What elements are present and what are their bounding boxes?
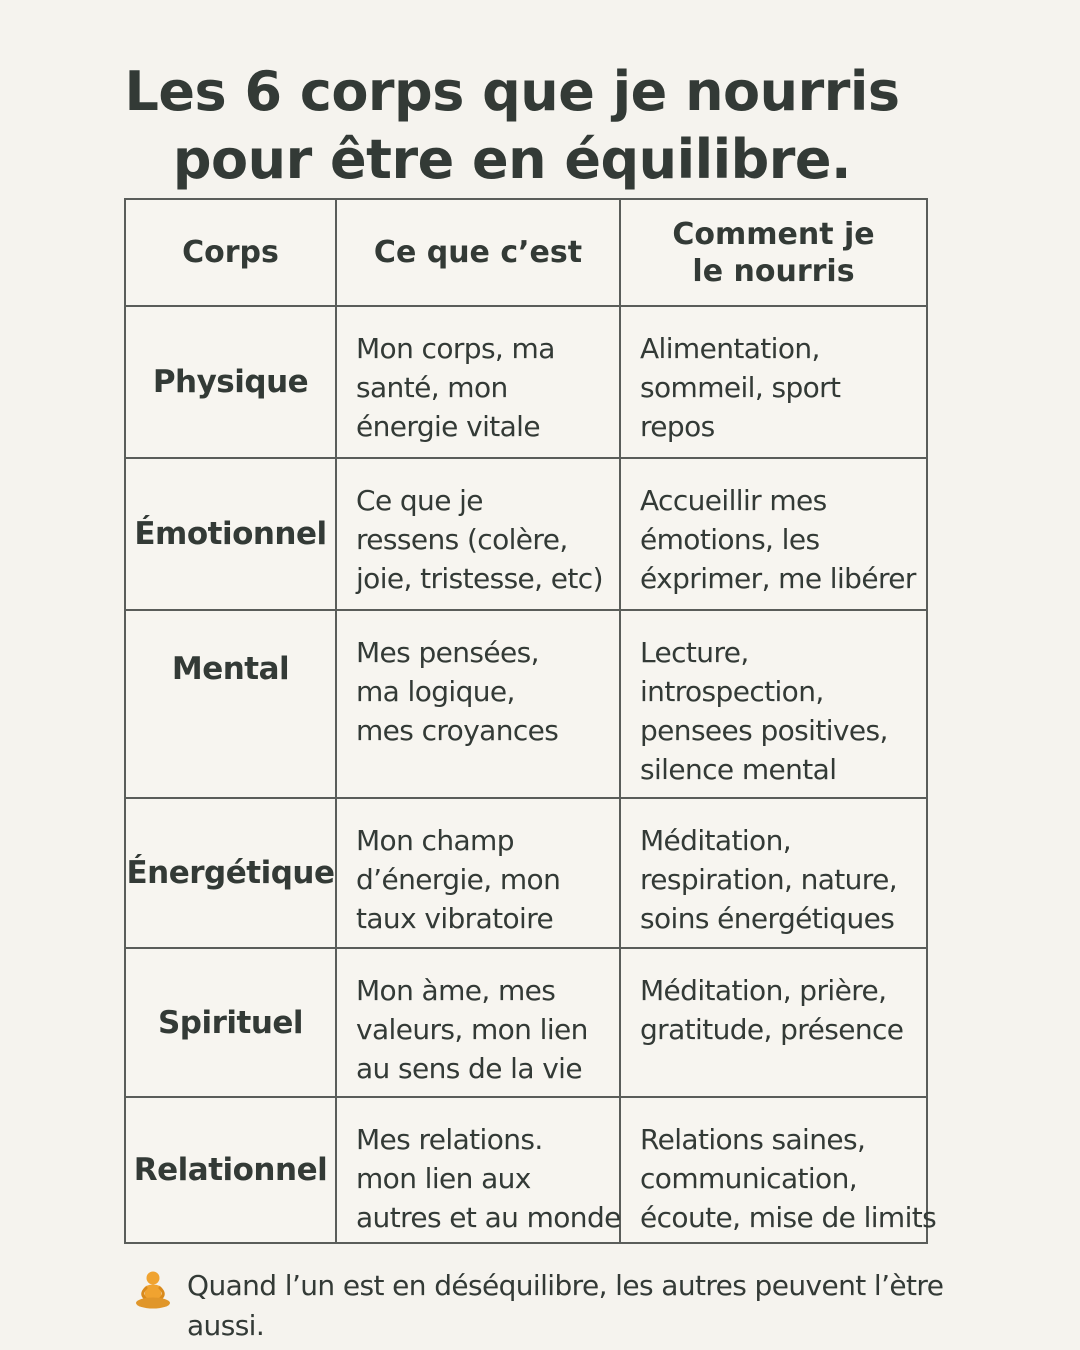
- row-energetique-how: [620, 798, 927, 948]
- cell-line: respiration, nature,: [640, 863, 898, 896]
- page-title: [0, 58, 1024, 194]
- header-comment-je-le-nourris: [620, 199, 927, 306]
- cell-line: valeurs, mon lien: [356, 1013, 588, 1046]
- table-row: [125, 610, 927, 798]
- cell-line: d’énergie, mon: [356, 863, 561, 896]
- note-line-2: aussi.: [187, 1309, 265, 1342]
- cell-line: communication,: [640, 1162, 858, 1195]
- cell-line: Méditation, prière,: [640, 974, 887, 1007]
- cell-line: émotions, les: [640, 523, 820, 556]
- row-energetique-what: [336, 798, 620, 948]
- header-col3-line-1: Comment je: [672, 216, 875, 252]
- title-line-2: pour être en équilibre.: [172, 128, 852, 192]
- cell-line: mes croyances: [356, 714, 559, 747]
- cell-line: Alimentation,: [640, 332, 820, 365]
- cell-line: Accueillir mes: [640, 484, 827, 517]
- cell-line: gratitude, présence: [640, 1013, 904, 1046]
- row-mental-what: [336, 610, 620, 798]
- table-row: [125, 306, 927, 458]
- footer-note-text: [187, 1266, 943, 1346]
- header-corps: Corps: [125, 199, 336, 306]
- row-energetique-corps: Énergétique: [125, 798, 336, 948]
- row-relationnel-what: [336, 1097, 620, 1243]
- cell-line: au sens de la vie: [356, 1052, 582, 1085]
- row-spirituel-what: [336, 948, 620, 1097]
- cell-line: ma logique,: [356, 675, 515, 708]
- table-row: [125, 798, 927, 948]
- cell-line: Ce que je: [356, 484, 483, 517]
- row-emotionnel-corps: Émotionnel: [125, 458, 336, 610]
- row-emotionnel-what: [336, 458, 620, 610]
- header-col3-line-2: le nourris: [692, 253, 855, 289]
- meditation-person-icon: [134, 1270, 172, 1310]
- cell-line: écoute, mise de limits: [640, 1201, 937, 1234]
- row-emotionnel-how: [620, 458, 927, 610]
- cell-line: ressens (colère,: [356, 523, 568, 556]
- cell-line: joie, tristesse, etc): [356, 562, 603, 595]
- row-physique-corps: Physique: [125, 306, 336, 458]
- row-mental-how: [620, 610, 927, 798]
- row-relationnel-corps: Relationnel: [125, 1097, 336, 1243]
- row-physique-how: [620, 306, 927, 458]
- cell-line: autres et au monde: [356, 1201, 621, 1234]
- cell-line: pensees positives,: [640, 714, 888, 747]
- header-ce-que-c-est: Ce que c’est: [336, 199, 620, 306]
- row-relationnel-how: [620, 1097, 937, 1243]
- row-spirituel-corps: Spirituel: [125, 948, 336, 1097]
- cell-line: Mes pensées,: [356, 636, 539, 669]
- row-physique-what: [336, 306, 620, 458]
- cell-line: énergie vitale: [356, 410, 540, 443]
- table-row: [125, 458, 927, 610]
- cell-line: Relations saines,: [640, 1123, 866, 1156]
- row-mental-corps: Mental: [125, 610, 336, 798]
- cell-line: taux vibratoire: [356, 902, 554, 935]
- row-spirituel-how: [620, 948, 927, 1097]
- table-row: [125, 1097, 927, 1243]
- cell-line: silence mental: [640, 753, 837, 786]
- cell-line: Lecture,: [640, 636, 749, 669]
- cell-line: Mon champ: [356, 824, 514, 857]
- cell-line: Mes relations.: [356, 1123, 543, 1156]
- note-line-1: Quand l’un est en déséquilibre, les autres peuvent l’ètre: [187, 1269, 944, 1302]
- bodies-table: [124, 198, 937, 1244]
- cell-line: santé, mon: [356, 371, 508, 404]
- cell-line: Méditation,: [640, 824, 792, 857]
- cell-line: Mon corps, ma: [356, 332, 555, 365]
- cell-line: soins énergétiques: [640, 902, 895, 935]
- table-row: [125, 948, 927, 1097]
- cell-line: Mon àme, mes: [356, 974, 556, 1007]
- cell-line: mon lien aux: [356, 1162, 531, 1195]
- cell-line: introspection,: [640, 675, 824, 708]
- cell-line: éxprimer, me libérer: [640, 562, 916, 595]
- table-header-row: [125, 199, 927, 306]
- title-line-1: Les 6 corps que je nourris: [124, 60, 900, 124]
- cell-line: sommeil, sport: [640, 371, 841, 404]
- cell-line: repos: [640, 410, 715, 443]
